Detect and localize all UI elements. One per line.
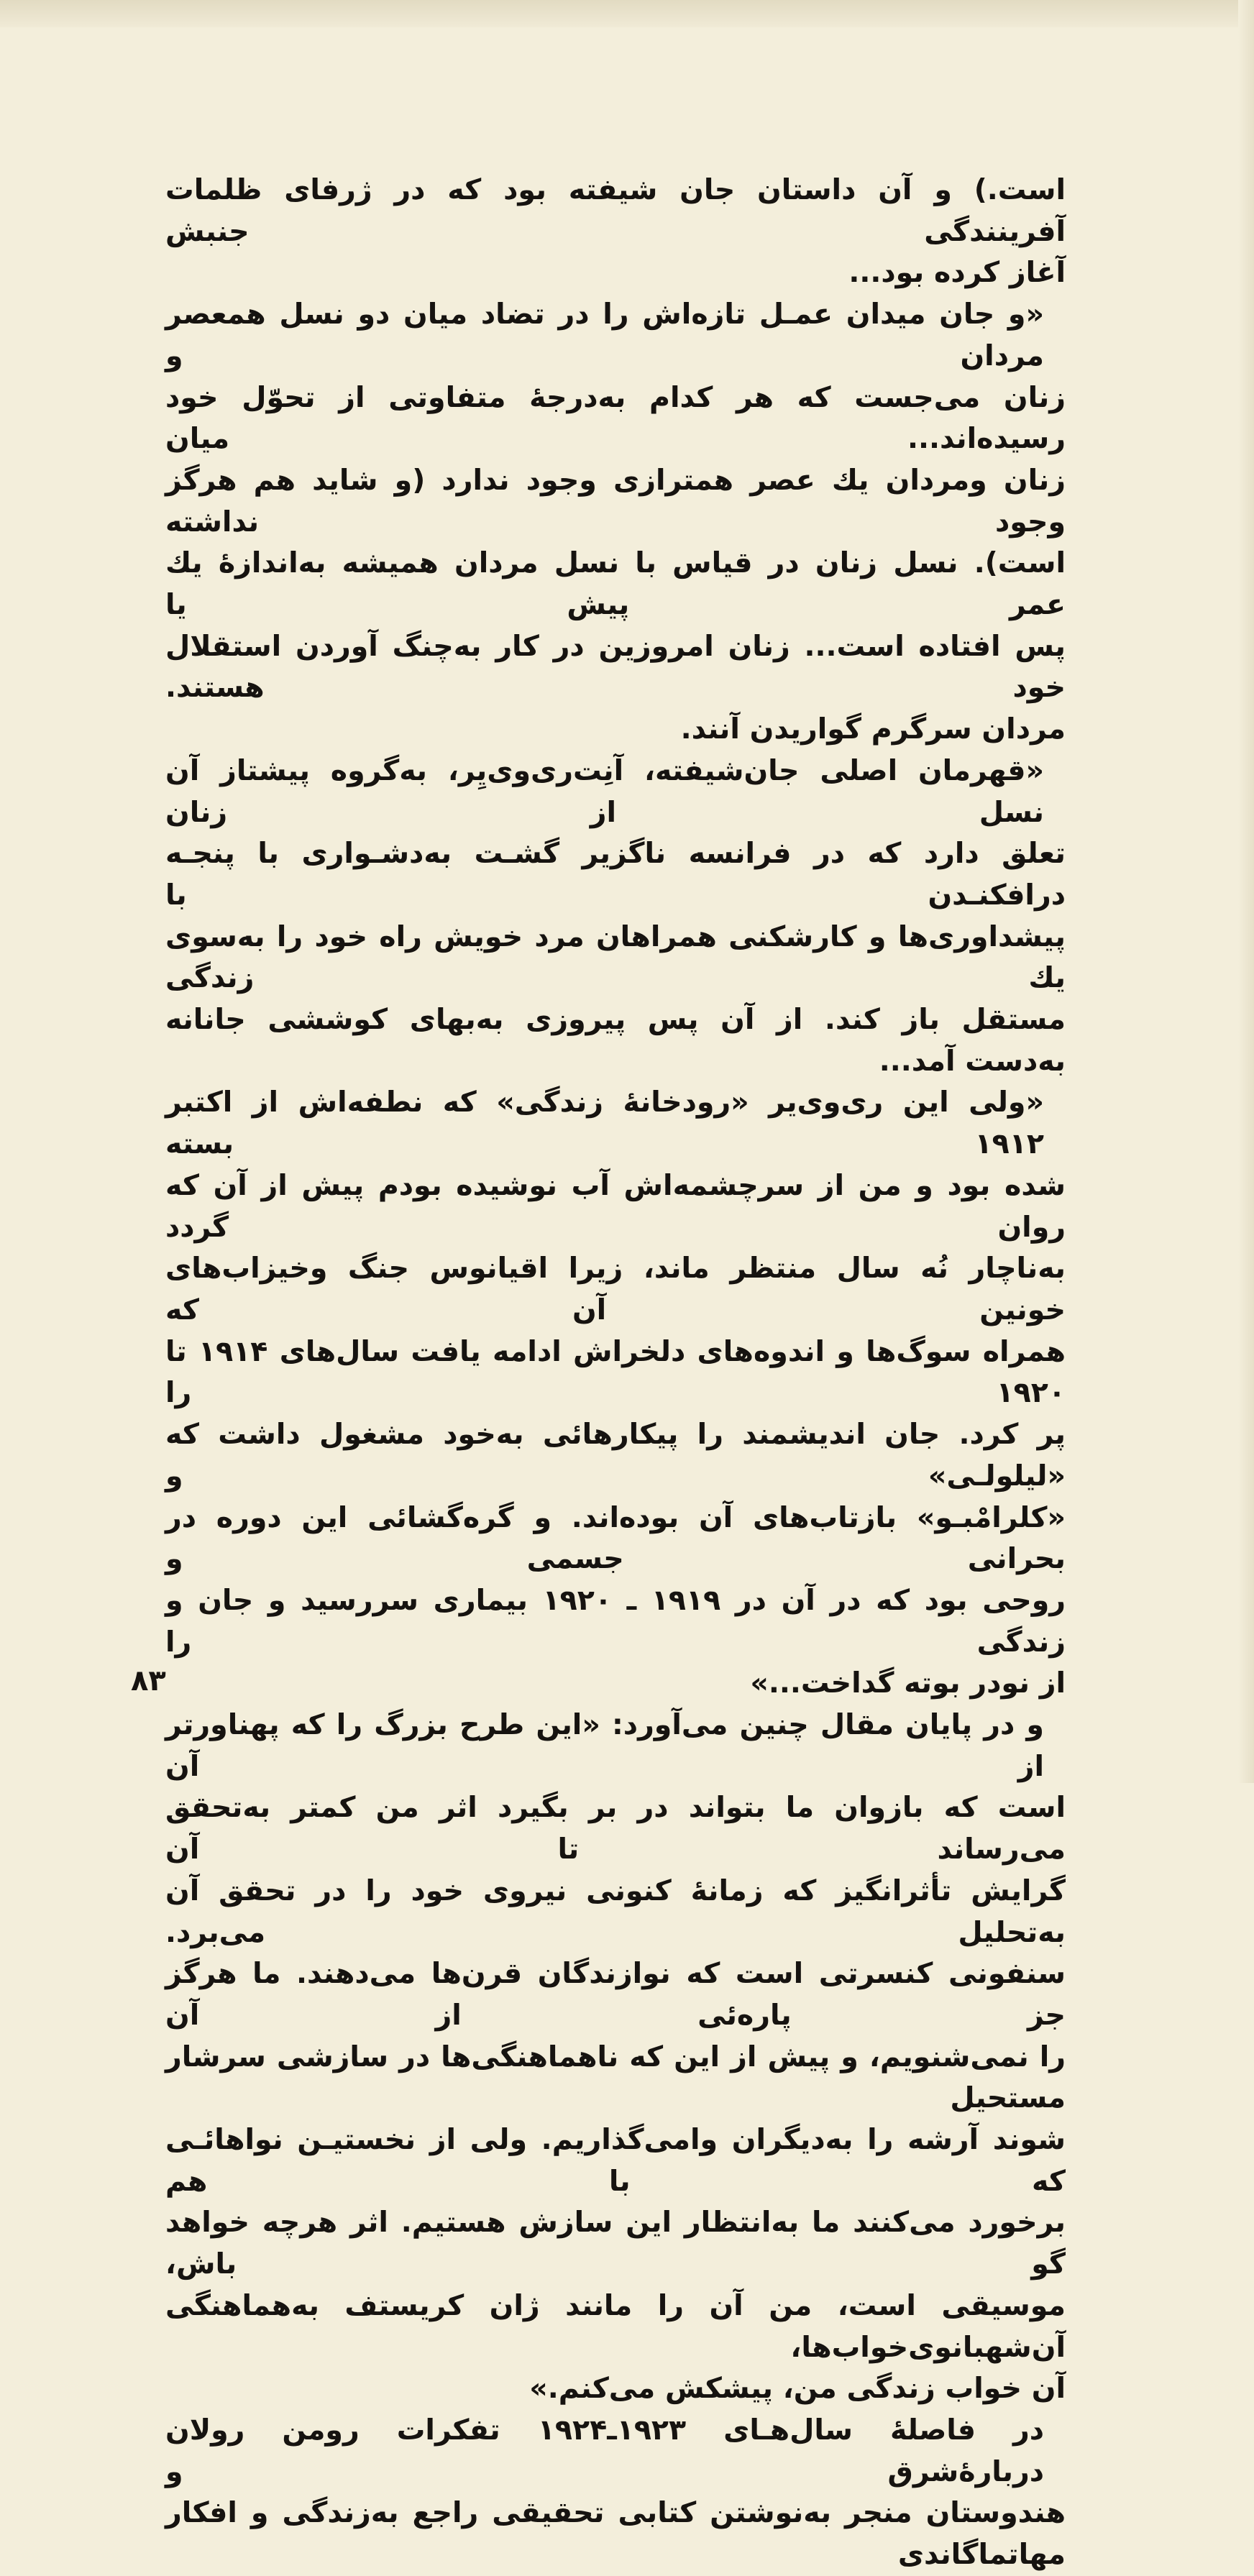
text-line: سنفونی کنسرتی است که نوازندگان قرن‌ها می‌دهند. ما هرگز جز پاره‌ئی از آن [165, 1957, 1066, 2032]
text-line: زنان می‌جست که هر کدام به‌درجهٔ متفاوتی از تحوّل خود رسیده‌اند... میان [165, 380, 1066, 456]
text-line: پس افتاده است... زنان امروزین در کار به‌چنگ آوردن استقلال خود هستند. [165, 629, 1066, 705]
text-line: زنان ومردان یك عصر همترازی وجود ندارد (و شاید هم هرگز وجود نداشته [165, 463, 1066, 538]
text-line: است.) و آن داستان جان شیفته بود که در ژرفای ظلمات آفرینندگی جنبش [165, 173, 1066, 248]
text-line: مستقل باز کند. از آن پس پیروزی به‌بهای کوششی جانانه به‌دست آمد... [165, 1003, 1066, 1078]
text-line: را نمی‌شنویم، و پیش از این که ناهماهنگی‌ها در سازشی سرشار مستحیل [165, 2040, 1066, 2115]
text-line: است که بازوان ما بتواند در بر بگیرد اثر من کمتر به‌تحقق می‌رساند تا آن [165, 1791, 1066, 1866]
text-line: موسیقی است، من آن را مانند ژان کریستف به‌هماهنگی آن‌شهبانوی‌خواب‌ها، [165, 2288, 1066, 2364]
text-line: مردان سرگرم گواریدن آنند. [680, 712, 1066, 746]
text-line: برخورد می‌کنند ما به‌انتظار این سازش هستیم. اثر هرچه خواهد گو باش، [165, 2206, 1066, 2281]
text-line: پر کرد. جان اندیشمند را پیکارهائی به‌خود مشغول داشت که «لیلولـی» و [165, 1418, 1066, 1493]
scan-top-edge [0, 0, 1254, 27]
text-line: همراه سوگ‌ها و اندوه‌های دلخراش ادامه یافت سال‌های ۱۹۱۴ تا ۱۹۲۰ را [165, 1334, 1066, 1410]
text-line: «ولی این ری‌وی‌یر «رودخانهٔ زندگی» که نطفه‌اش از اکتبر ۱۹۱۲ بسته [165, 1086, 1044, 1161]
text-line: تعلق دارد که در فرانسه ناگزیر گشـت به‌دشـواری با پنجـه درافکنـدن با [165, 837, 1066, 912]
text-line: و در پایان مقال چنین می‌آورد: «این طرح بزرگ را که پهناورتر از آن [165, 1708, 1044, 1783]
text-line: گرایش تأثرانگیز که زمانهٔ کنونی نیروی خود را در تحقق آن به‌تحلیل می‌برد. [165, 1874, 1066, 1949]
text-line: روحی بود که در آن در ۱۹۱۹ ـ ۱۹۲۰ بیماری سررسید و جان و زندگی را [165, 1583, 1066, 1659]
text-line: آغاز کرده بود... [848, 256, 1066, 290]
text-line: «قهرمان اصلی جان‌شیفته، آنِت‌ری‌وی‌یِر، به‌گروه پیشتاز آن نسل از زنان [165, 753, 1044, 829]
text-line: در فاصلهٔ سال‌هـای ۱۹۲۳ـ۱۹۲۴ تفکرات رومن رولان دربارهٔ‌شرق و [165, 2413, 1044, 2488]
page-number: ۸۳ [131, 1664, 166, 1697]
body-text [165, 170, 1066, 2576]
text-line: از نودر بوته گداخت...» [750, 1667, 1066, 1700]
text-line: آن خواب زندگی من، پیشکش می‌کنم.» [529, 2372, 1066, 2406]
text-line: پیشداوری‌ها و کارشکنی همراهان مرد خویش راه خود را به‌سوی یك زندگی [165, 920, 1066, 995]
text-line: «کلرامْبـو» بازتاب‌های آن بوده‌اند. و گره‌گشائی این دوره در بحرانی جسمی و [165, 1500, 1066, 1576]
scan-right-edge [1238, 0, 1254, 1783]
text-line: هندوستان منجر به‌نوشتن کتابی تحقیقی راجع به‌زندگی و افکار مهاتماگاندی [165, 2496, 1066, 2572]
text-line: شوند آرشه را به‌دیگران وامی‌گذاریم. ولی از نخستیـن نواهائـی که با هم [165, 2123, 1066, 2198]
text-line: «و جان میدان عمـل تازه‌اش را در تضاد میان دو نسل همعصر مردان و [165, 298, 1044, 372]
text-line: شده بود و من از سرچشمه‌اش آب نوشیده بودم پیش از آن که روان گردد [165, 1168, 1066, 1244]
text-line: است). نسل زنان در قیاس با نسل مردان همیشه به‌اندازهٔ یك عمر پیش یا [165, 546, 1066, 622]
text-line: به‌ناچار نُه سال منتظر ماند، زیرا اقیانوس جنگ وخیزاب‌های خونین آن که [165, 1252, 1066, 1326]
